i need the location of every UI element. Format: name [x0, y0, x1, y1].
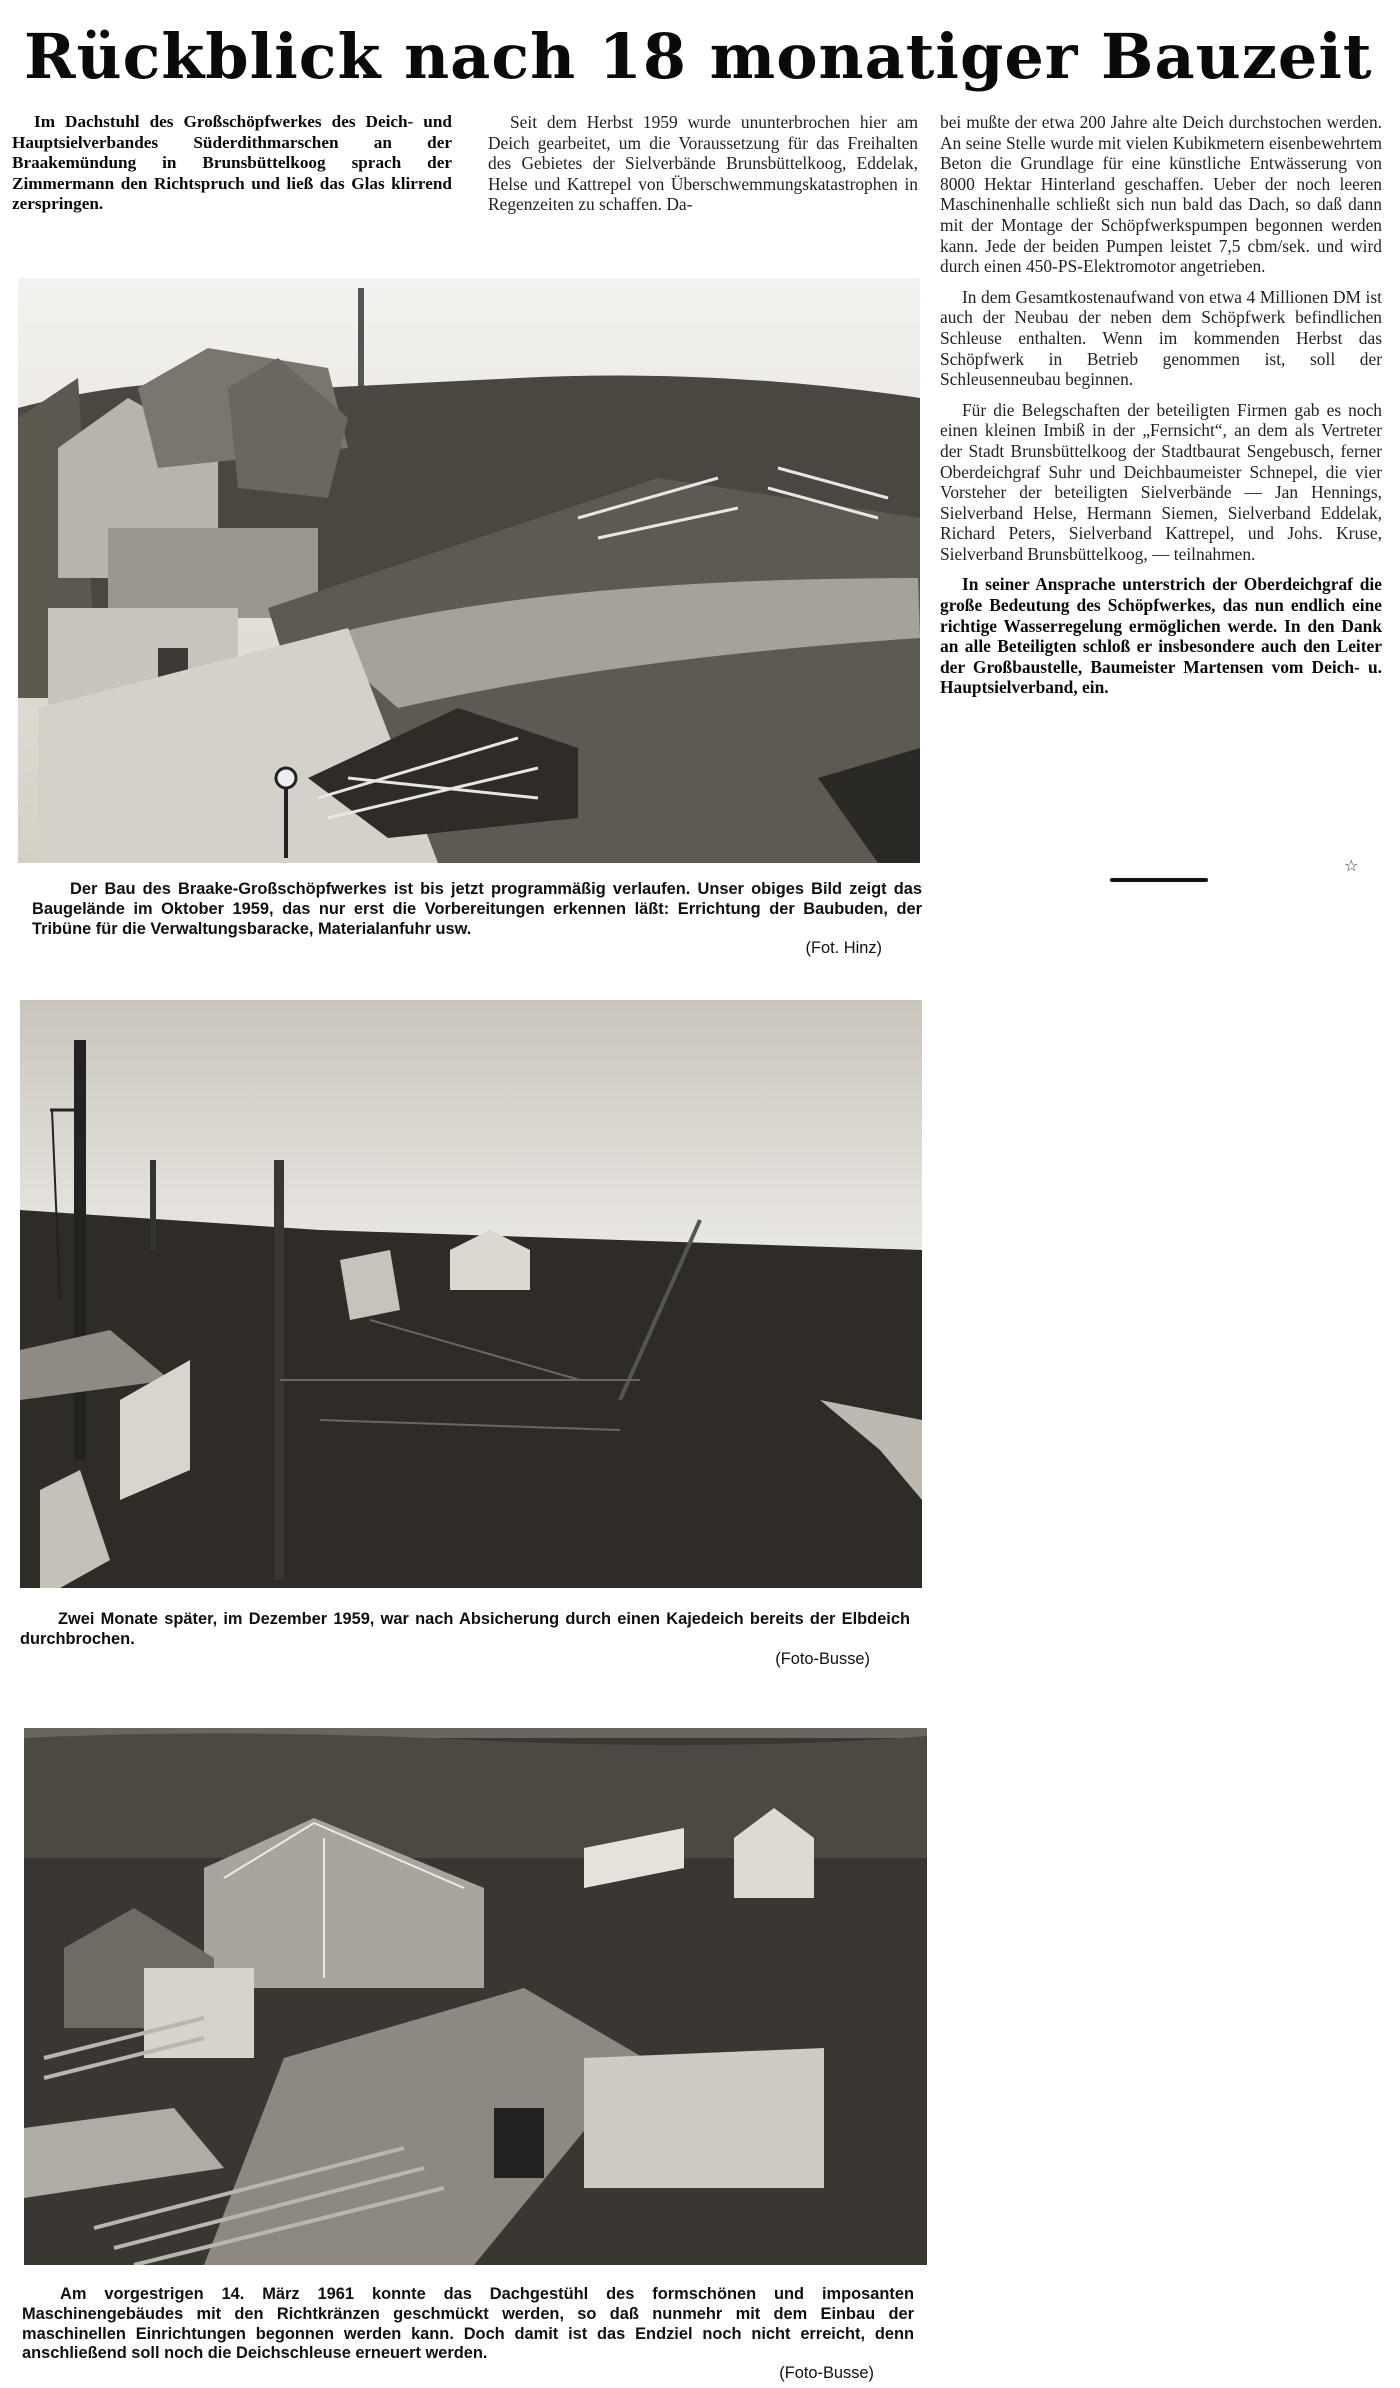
caption-text: Am vorgestrigen 14. März 1961 konnte das Dachgestühl des formschönen und imposanten Maschinengebäudes mit den Richtkränzen geschmückt werden, so daß nunmehr mit dem Einbau der maschinellen Einrichtungen begonnen werden kann. Doch damit ist das Endziel noch nicht erreicht, denn anschließend soll noch die Deichschleuse erneuert werden. [22, 2285, 914, 2363]
caption-text: Der Bau des Braake-Großschöpfwerkes ist bis jetzt programmäßig verlaufen. Unser obiges Bild zeigt das Baugelände im Oktober 1959, das nur erst die Vorbereitungen erkennen läßt: Errichtung der Baubuden, der Tribüne für die Verwaltungsbaracke, Materialanfuhr usw. [32, 880, 922, 938]
photo-2-caption [20, 1610, 910, 1669]
lead-paragraph [12, 112, 452, 225]
photo-december-1959 [20, 1000, 922, 1588]
article-column-2 [488, 112, 918, 225]
photo-october-1959 [18, 278, 920, 863]
end-rule-divider [1110, 878, 1208, 882]
column-3-paragraph: Für die Belegschaften der beteiligten Firmen gab es noch einen kleinen Imbiß in der „Fernsicht“, an dem als Vertreter der Stadt Brunsbüttelkoog der Stadtbaurat Sengebusch, ferner Oberdeichgraf Suhr und Deichbaumeister Schnepel, die vier Vorsteher der beteiligten Sielverbände — Jan Hennings, Sielverband Helse, Hermann Siemen, Sielverband Eddelak, Richard Peters, Sielverband Kattrepel, und Johs. Kruse, Sielverband Brunsbüttelkoog, — teilnahmen. [940, 399, 1382, 564]
column-3-paragraph: In dem Gesamtkostenaufwand von etwa 4 Millionen DM ist auch der Neubau der neben dem Schöpfwerk befindlichen Schleuse enthalten. Wenn im kommenden Herbst das Schöpfwerk in Betrieb genommen ist, soll der Schleusenneubau beginnen. [940, 286, 1382, 390]
photo-3-caption [22, 2285, 914, 2384]
lead-text: Im Dachstuhl des Großschöpfwerkes des Deich- und Hauptsielverbandes Süderdithmarschen an der Braakemündung in Brunsbüttelkoog sprach der Zimmermann den Richtspruch und ließ das Glas klirrend zerspringen. [12, 112, 452, 214]
article-column-3 [940, 112, 1382, 708]
photo-credit: (Foto-Busse) [775, 1649, 870, 1668]
headline: Rückblick nach 18 monatiger Bauzeit [24, 20, 1373, 93]
photo-march-1961 [24, 1728, 927, 2265]
photo-credit: (Fot. Hinz) [805, 939, 882, 958]
caption-text: Zwei Monate später, im Dezember 1959, war nach Absicherung durch einen Kajedeich bereits der Elbdeich durchbrochen. [20, 1610, 910, 1648]
photo-credit: (Foto-Busse) [779, 2364, 874, 2383]
column-2-text: Seit dem Herbst 1959 wurde ununterbrochen hier am Deich gearbeitet, um die Voraussetzung für das Freihalten des Gebietes der Sielverbände Brunsbüttelkoog, Eddelak, Helse und Kattrepel von Überschwemmungskatastrophen in Regenzeiten zu schaffen. Da- [488, 112, 918, 215]
photo-1-caption [32, 880, 922, 959]
column-3-paragraph: bei mußte der etwa 200 Jahre alte Deich durchstochen werden. An seine Stelle wurde mit vielen Kubikmetern eisenbewehrtem Beton die Grundlage für eine künstliche Entwässerung von 8000 Hektar Hinterland geschaffen. Ueber der noch leeren Maschinenhalle schließt sich nun bald das Dach, so daß dann mit der Montage der Schöpfwerkspumpen begonnen werden kann. Jede der beiden Pumpen leistet 7,5 cbm/sek. und wird durch einen 450-PS-Elektromotor angetrieben. [940, 112, 1382, 277]
column-3-paragraph: In seiner Ansprache unterstrich der Oberdeichgraf die große Bedeutung des Schöpfwerkes, das nun endlich eine richtige Wasserregelung ermöglichen werde. In den Dank an alle Beteiligten schloß er insbesondere auch den Leiter der Großbaustelle, Baumeister Martensen vom Deich- u. Hauptsielverband, ein. [940, 574, 1382, 698]
end-star-icon: ☆ [1344, 856, 1359, 875]
